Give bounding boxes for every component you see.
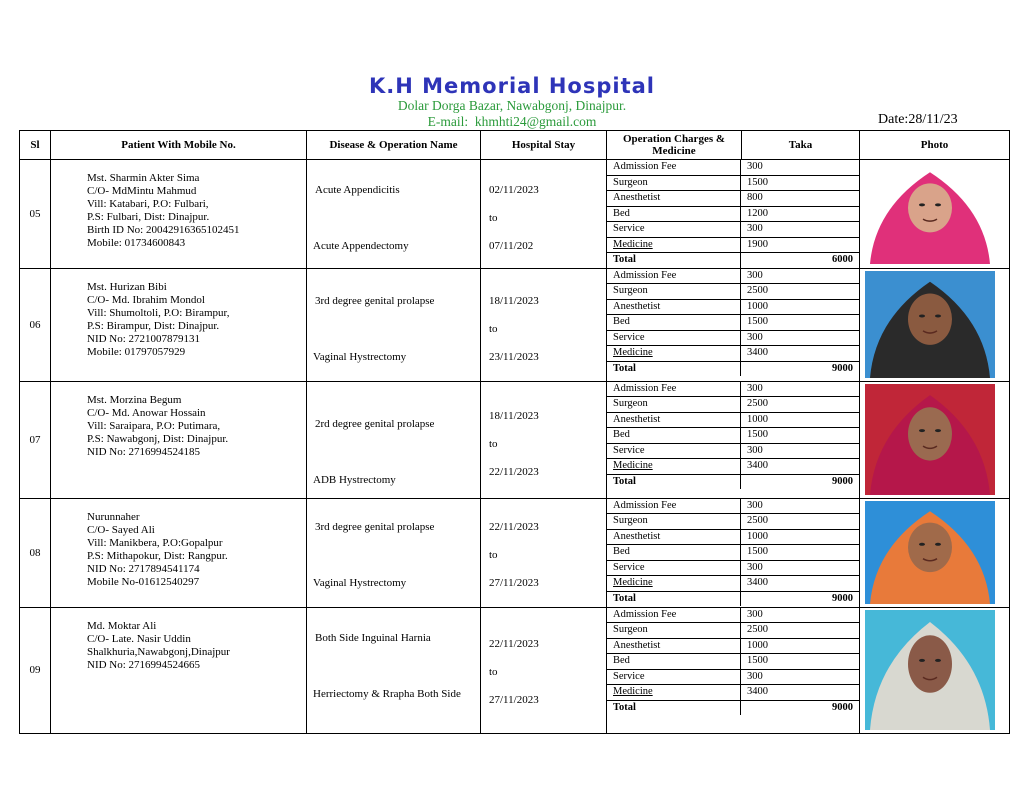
operation-name: Vaginal Hystrectomy [313,576,407,589]
charges-table [607,269,859,377]
total-row [607,591,859,606]
charge-name: Service [607,330,741,346]
col-charges-taka [607,131,860,160]
charge-row [607,623,859,639]
patient-table [19,130,1010,734]
photo-cell [860,498,1010,607]
charge-row [607,222,859,238]
charge-amount: 800 [741,191,860,207]
photo-cell [860,268,1010,381]
charge-name-text: Medicine [613,686,653,698]
charge-amount: 300 [741,608,860,623]
charges-cell [607,607,860,733]
charge-name: Service [607,443,741,459]
total-amount: 9000 [741,591,860,606]
stay-cell [481,381,607,498]
charge-name: Anesthetist [607,191,741,207]
stay-cell [481,498,607,607]
charge-row [607,545,859,561]
patient-photo [865,271,995,378]
charge-amount: 300 [741,160,860,175]
disease-cell [307,381,481,498]
charge-row [607,638,859,654]
total-label: Total [607,700,741,715]
patient-line: P.S: Birampur, Dist: Dinajpur. [87,319,220,332]
patient-line: C/O- Sayed Ali [87,523,155,536]
col-sl: Sl [20,131,51,160]
total-amount: 6000 [741,253,860,268]
photo-eye-right [935,314,941,317]
charge-name-text: Medicine [613,460,653,472]
photo-eye-left [919,658,925,661]
charge-row [607,669,859,685]
charge-name [607,459,741,475]
email-address: khmhti24@gmail.com [474,114,597,129]
charge-name: Bed [607,315,741,331]
charge-row [607,284,859,300]
patient-line: C/O- Md. Anowar Hossain [87,406,206,419]
charge-name [607,576,741,592]
patient-line: NID No: 2716994524185 [87,445,201,458]
charges-cell [607,498,860,607]
col-photo: Photo [860,131,1010,160]
charge-name: Service [607,669,741,685]
row-sl: 06 [20,268,51,381]
table-row [20,607,1010,733]
charge-amount: 1200 [741,206,860,222]
stay-to: 27/11/2023 [489,576,539,589]
charge-row [607,175,859,191]
charge-name: Surgeon [607,514,741,530]
photo-eye-left [919,542,925,545]
charge-name: Bed [607,428,741,444]
charge-name: Service [607,222,741,238]
stay-to-label: to [489,437,498,450]
patient-photo [865,384,995,495]
row-sl: 07 [20,381,51,498]
disease-name: 3rd degree genital prolapse [315,294,435,307]
photo-eye-right [935,203,941,206]
table-row [20,498,1010,607]
charge-name: Anesthetist [607,412,741,428]
charge-row [607,191,859,207]
col-stay: Hospital Stay [481,131,607,160]
charge-row [607,237,859,253]
charges-table [607,499,859,607]
total-label: Total [607,474,741,489]
charge-name: Admission Fee [607,269,741,284]
patient-line: Mobile: 01797057929 [87,345,186,358]
charge-amount: 2500 [741,623,860,639]
charge-row [607,346,859,362]
charge-row [607,315,859,331]
charge-amount: 3400 [741,346,860,362]
charge-amount: 3400 [741,576,860,592]
patient-line: C/O- MdMintu Mahmud [87,185,197,197]
charge-name: Surgeon [607,623,741,639]
patient-line: Mobile No-01612540297 [87,575,200,588]
charge-amount: 1000 [741,638,860,654]
stay-to: 07/11/202 [489,240,534,252]
stay-to-label: to [489,322,498,335]
disease-name: 3rd degree genital prolapse [315,520,435,533]
patient-photo [865,162,995,264]
charges-cell [607,381,860,498]
stay-to: 22/11/2023 [489,465,539,478]
charge-row [607,529,859,545]
operation-name: Acute Appendectomy [313,240,409,252]
patient-line: NID No: 2717894541174 [87,562,200,575]
stay-cell [481,160,607,269]
patient-info [51,268,307,381]
col-taka: Taka [788,139,813,151]
charge-amount: 300 [741,560,860,576]
charge-row [607,160,859,175]
stay-cell [481,268,607,381]
patient-info [51,498,307,607]
charge-amount: 1900 [741,237,860,253]
charge-amount: 300 [741,499,860,514]
charge-amount: 300 [741,443,860,459]
charge-row [607,560,859,576]
total-label: Total [607,591,741,606]
disease-name: 2rd degree genital prolapse [315,417,435,430]
row-sl: 05 [20,160,51,269]
hospital-email [0,114,1024,130]
charge-name-text: Medicine [613,577,653,589]
charge-amount: 300 [741,222,860,238]
charge-name [607,237,741,253]
stay-from: 02/11/2023 [489,184,539,196]
charge-row [607,443,859,459]
patient-line: Birth ID No: 20042916365102451 [87,224,240,236]
charge-row [607,382,859,397]
document-date: Date:28/11/23 [878,112,958,127]
stay-to-label: to [489,665,498,678]
charge-name [607,346,741,362]
charge-row [607,412,859,428]
photo-eye-left [919,429,925,432]
charge-name: Admission Fee [607,499,741,514]
charge-name: Anesthetist [607,638,741,654]
disease-cell [307,498,481,607]
charge-row [607,499,859,514]
total-row [607,361,859,376]
charge-row [607,330,859,346]
photo-face [908,183,952,232]
charge-amount: 300 [741,330,860,346]
total-row [607,700,859,715]
photo-eye-right [935,429,941,432]
charge-name: Admission Fee [607,608,741,623]
patient-line: Nurunnaher [87,510,140,523]
hospital-title: K.H Memorial Hospital [369,74,655,98]
charge-amount: 300 [741,669,860,685]
disease-name: Both Side Inguinal Harnia [315,631,431,644]
table-header-row [20,131,1010,160]
patient-line: Vill: Shumoltoli, P.O: Birampur, [87,306,230,319]
patient-photo [865,610,995,730]
photo-cell [860,607,1010,733]
charge-row [607,608,859,623]
charges-cell [607,268,860,381]
stay-from: 18/11/2023 [489,294,539,307]
photo-cell [860,381,1010,498]
charges-table [607,608,859,716]
document-header [0,74,1024,130]
charge-amount: 1500 [741,428,860,444]
stay-from: 22/11/2023 [489,637,539,650]
charge-row [607,514,859,530]
total-amount: 9000 [741,361,860,376]
charges-cell [607,160,860,269]
patient-line: P.S: Fulbari, Dist: Dinajpur. [87,211,210,223]
patient-line: NID No: 2716994524665 [87,658,201,671]
row-sl: 08 [20,498,51,607]
charge-amount: 1500 [741,654,860,670]
charge-amount: 300 [741,382,860,397]
charge-amount: 3400 [741,459,860,475]
stay-cell [481,607,607,733]
photo-face [908,635,952,693]
total-row [607,253,859,268]
total-label: Total [607,253,741,268]
stay-to: 23/11/2023 [489,350,539,363]
patient-info [51,160,307,269]
charge-row [607,397,859,413]
charge-name: Surgeon [607,284,741,300]
charge-name: Admission Fee [607,160,741,175]
stay-to-label: to [489,548,498,561]
charge-amount: 1500 [741,175,860,191]
email-label: E-mail: [427,114,469,129]
photo-face [908,293,952,344]
patient-line: P.S: Mithapokur, Dist: Rangpur. [87,549,228,562]
charge-amount: 1500 [741,315,860,331]
charge-amount: 1000 [741,299,860,315]
patient-line: Vill: Saraipara, P.O: Putimara, [87,419,221,432]
charge-name: Bed [607,545,741,561]
charge-row [607,206,859,222]
hospital-address: Dolar Dorga Bazar, Nawabgonj, Dinajpur. [397,98,627,113]
operation-name: Vaginal Hystrectomy [313,350,407,363]
stay-to-label: to [489,212,498,224]
stay-from: 18/11/2023 [489,409,539,422]
charge-name: Bed [607,206,741,222]
charge-row [607,269,859,284]
total-row [607,474,859,489]
charge-amount: 2500 [741,284,860,300]
photo-face [908,407,952,460]
charge-name: Surgeon [607,175,741,191]
patient-info [51,381,307,498]
patient-line: Vill: Katabari, P.O: Fulbari, [87,198,209,210]
charge-name-text: Medicine [613,347,653,359]
patient-line: Vill: Manikbera, P.O:Gopalpur [87,536,223,549]
charge-amount: 1000 [741,529,860,545]
photo-eye-right [935,542,941,545]
patient-photo [865,501,995,604]
patient-info [51,607,307,733]
charge-amount: 2500 [741,514,860,530]
photo-cell [860,160,1010,269]
charge-name [607,685,741,701]
disease-cell [307,607,481,733]
charge-name: Anesthetist [607,529,741,545]
charge-name: Surgeon [607,397,741,413]
table-row [20,268,1010,381]
patient-line: C/O- Md. Ibrahim Mondol [87,293,205,306]
total-amount: 9000 [741,700,860,715]
col-patient: Patient With Mobile No. [51,131,307,160]
charge-name-text: Medicine [613,238,653,250]
col-charges: Operation Charges & Medicine [607,131,742,159]
disease-cell [307,268,481,381]
charge-amount: 300 [741,269,860,284]
charge-row [607,685,859,701]
operation-name: Herriectomy & Rrapha Both Side [313,687,461,700]
patient-line: Mobile: 01734600843 [87,237,186,249]
charge-row [607,576,859,592]
patient-line: P.S: Nawabgonj, Dist: Dinajpur. [87,432,229,445]
patient-line: Shalkhuria,Nawabgonj,Dinajpur [87,645,230,658]
total-label: Total [607,361,741,376]
charges-table [607,382,859,490]
patient-line: Mst. Sharmin Akter Sima [87,172,200,184]
charge-amount: 1000 [741,412,860,428]
table-row [20,160,1010,269]
patient-line: NID No: 2721007879131 [87,332,201,345]
operation-name: ADB Hystrectomy [313,473,396,486]
stay-to: 27/11/2023 [489,693,539,706]
patient-line: Mst. Morzina Begum [87,393,182,406]
charges-table [607,160,859,268]
charge-name: Bed [607,654,741,670]
photo-face [908,522,952,571]
stay-from: 22/11/2023 [489,520,539,533]
patient-line: Md. Moktar Ali [87,619,157,632]
photo-eye-left [919,314,925,317]
disease-name: Acute Appendicitis [315,184,400,196]
charge-row [607,459,859,475]
row-sl: 09 [20,607,51,733]
photo-eye-left [919,203,925,206]
photo-eye-right [935,658,941,661]
disease-cell [307,160,481,269]
charge-row [607,299,859,315]
charge-amount: 3400 [741,685,860,701]
charge-row [607,428,859,444]
patient-line: C/O- Late. Nasir Uddin [87,632,191,645]
charge-amount: 2500 [741,397,860,413]
total-amount: 9000 [741,474,860,489]
charge-amount: 1500 [741,545,860,561]
table-row [20,381,1010,498]
charge-name: Service [607,560,741,576]
charge-row [607,654,859,670]
col-disease: Disease & Operation Name [307,131,481,160]
charge-name: Admission Fee [607,382,741,397]
patient-line: Mst. Hurizan Bibi [87,280,167,293]
charge-name: Anesthetist [607,299,741,315]
